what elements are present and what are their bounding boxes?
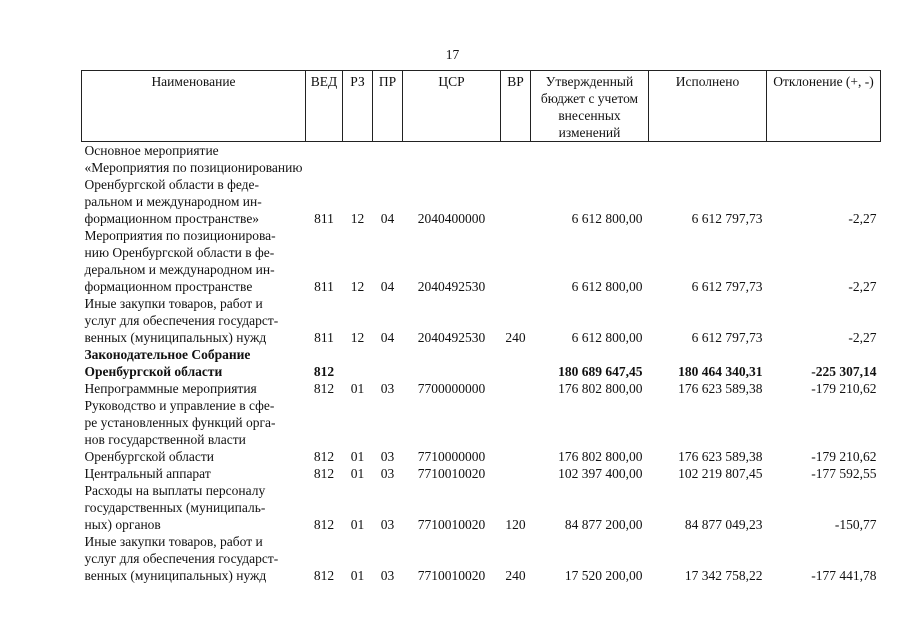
header-vr: ВР (501, 71, 531, 142)
cell-pr: 03 (380, 466, 395, 481)
cell-rz: 01 (350, 466, 365, 481)
cell-pr: 03 (380, 449, 395, 464)
cell-csr (403, 346, 501, 380)
cell-ved: 812 (313, 449, 335, 464)
row-name-line: деральном и международном ин- (84, 262, 275, 277)
cell-ved: 812 (313, 466, 335, 481)
cell-executed: 6 612 797,73 (691, 330, 763, 345)
row-name-line: Мероприятия по позиционирова- (84, 228, 276, 243)
cell-deviation: -179 210,62 (811, 381, 877, 396)
cell-deviation: -177 592,55 (811, 466, 877, 481)
row-name-line: Оренбургской области (84, 364, 223, 379)
cell-csr: 2040492530 (417, 330, 486, 345)
row-name-line: венных (муниципальных) нужд (84, 568, 267, 583)
cell-deviation: -177 441,78 (811, 568, 877, 583)
row-name-line: формационном пространстве (84, 279, 253, 294)
cell-rz: 12 (350, 279, 365, 294)
cell-executed: 6 612 797,73 (691, 279, 763, 294)
table-body (82, 142, 881, 585)
header-csr: ЦСР (403, 71, 501, 142)
cell-rz: 12 (350, 211, 365, 226)
cell-vr (501, 380, 531, 397)
cell-approved: 17 520 200,00 (564, 568, 643, 583)
cell-vr (501, 397, 531, 465)
row-name-line: государственных (муниципаль- (84, 500, 266, 515)
cell-executed: 102 219 807,45 (678, 466, 763, 481)
row-name (82, 397, 306, 465)
table-header-row (82, 71, 881, 142)
row-name-line: формационном пространстве» (84, 211, 260, 226)
cell-pr: 04 (380, 330, 395, 345)
table-row (82, 380, 881, 397)
header-ved: ВЕД (306, 71, 343, 142)
cell-executed: 6 612 797,73 (691, 211, 763, 226)
row-name-line: Руководство и управление в сфе- (84, 398, 275, 413)
cell-pr: 03 (380, 517, 395, 532)
table-row (82, 482, 881, 533)
cell-deviation: -2,27 (848, 279, 877, 294)
row-name-line: ральном и международном ин- (84, 194, 262, 209)
table-row (82, 533, 881, 584)
header-name: Наименование (82, 71, 306, 142)
cell-pr: 04 (380, 279, 395, 294)
cell-deviation: -179 210,62 (811, 449, 877, 464)
cell-vr: 240 (505, 568, 526, 583)
cell-csr: 2040492530 (417, 279, 486, 294)
row-name-line: Оренбургской области (84, 449, 214, 464)
header-executed: Исполнено (649, 71, 767, 142)
table-row (82, 465, 881, 482)
header-rz: РЗ (343, 71, 373, 142)
cell-ved: 812 (313, 517, 335, 532)
row-name-line: Основное мероприятие «Мероприятия по позиционированию (84, 143, 303, 175)
cell-pr: 03 (380, 381, 395, 396)
row-name-line: Центральный аппарат (84, 466, 211, 481)
row-name-line: Оренбургской области в феде- (84, 177, 259, 192)
row-name-line: нов государственной власти (84, 432, 246, 447)
cell-ved: 811 (314, 211, 334, 226)
cell-csr: 7710000000 (417, 449, 486, 464)
row-name-line: Законодательное Собрание (84, 347, 251, 362)
cell-vr (501, 346, 531, 380)
cell-csr: 7710010020 (417, 568, 486, 583)
row-name (82, 346, 306, 380)
cell-deviation: -225 307,14 (811, 364, 877, 379)
cell-executed: 180 464 340,31 (678, 364, 763, 379)
cell-rz: 01 (350, 568, 365, 583)
row-name-line: Иные закупки товаров, работ и (84, 534, 263, 549)
budget-execution-table (81, 70, 881, 584)
cell-approved: 180 689 647,45 (558, 364, 643, 379)
row-name-line: услуг для обеспечения государст- (84, 313, 279, 328)
cell-approved: 176 802 800,00 (558, 449, 643, 464)
row-name (82, 142, 306, 228)
page-number: 17 (445, 47, 460, 62)
cell-pr: 04 (380, 211, 395, 226)
row-name-line: ных) органов (84, 517, 161, 532)
cell-deviation: -150,77 (834, 517, 877, 532)
cell-ved: 812 (313, 568, 335, 583)
cell-approved: 6 612 800,00 (571, 279, 643, 294)
cell-executed: 176 623 589,38 (678, 381, 763, 396)
cell-approved: 6 612 800,00 (571, 330, 643, 345)
table-row (82, 295, 881, 346)
row-name-line: Непрограммные мероприятия (84, 381, 257, 396)
cell-csr: 2040400000 (417, 211, 486, 226)
cell-ved: 811 (314, 279, 334, 294)
row-name (82, 482, 306, 533)
cell-vr: 240 (505, 330, 526, 345)
cell-pr: 03 (380, 568, 395, 583)
cell-executed: 17 342 758,22 (684, 568, 763, 583)
row-name (82, 380, 306, 397)
cell-deviation: -2,27 (848, 330, 877, 345)
header-deviation: Отклонение (+, -) (767, 71, 881, 142)
cell-deviation: -2,27 (848, 211, 877, 226)
row-name (82, 465, 306, 482)
row-name-line: венных (муниципальных) нужд (84, 330, 267, 345)
row-name (82, 295, 306, 346)
cell-vr (501, 227, 531, 295)
cell-csr: 7700000000 (417, 381, 486, 396)
header-approved: Утвержденный бюджет с учетом внесенных изменений (531, 71, 649, 142)
cell-approved: 102 397 400,00 (558, 466, 643, 481)
cell-rz: 01 (350, 381, 365, 396)
table-row (82, 397, 881, 465)
row-name-line: ре установленных функций орга- (84, 415, 276, 430)
cell-approved: 176 802 800,00 (558, 381, 643, 396)
table-row (82, 142, 881, 228)
row-name-line: услуг для обеспечения государст- (84, 551, 279, 566)
cell-executed: 176 623 589,38 (678, 449, 763, 464)
table-row (82, 227, 881, 295)
cell-vr (501, 142, 531, 228)
table-row (82, 346, 881, 380)
header-pr: ПР (373, 71, 403, 142)
row-name (82, 227, 306, 295)
cell-rz (343, 346, 373, 380)
cell-ved: 811 (314, 330, 334, 345)
cell-executed: 84 877 049,23 (684, 517, 763, 532)
cell-pr (373, 346, 403, 380)
row-name-line: Иные закупки товаров, работ и (84, 296, 263, 311)
cell-vr (501, 465, 531, 482)
cell-rz: 01 (350, 449, 365, 464)
cell-ved: 812 (313, 364, 335, 379)
cell-csr: 7710010020 (417, 466, 486, 481)
row-name-line: нию Оренбургской области в фе- (84, 245, 275, 260)
cell-approved: 6 612 800,00 (571, 211, 643, 226)
cell-rz: 01 (350, 517, 365, 532)
cell-rz: 12 (350, 330, 365, 345)
row-name (82, 533, 306, 584)
cell-approved: 84 877 200,00 (564, 517, 643, 532)
cell-csr: 7710010020 (417, 517, 486, 532)
cell-vr: 120 (505, 517, 526, 532)
row-name-line: Расходы на выплаты персоналу (84, 483, 266, 498)
cell-ved: 812 (313, 381, 335, 396)
